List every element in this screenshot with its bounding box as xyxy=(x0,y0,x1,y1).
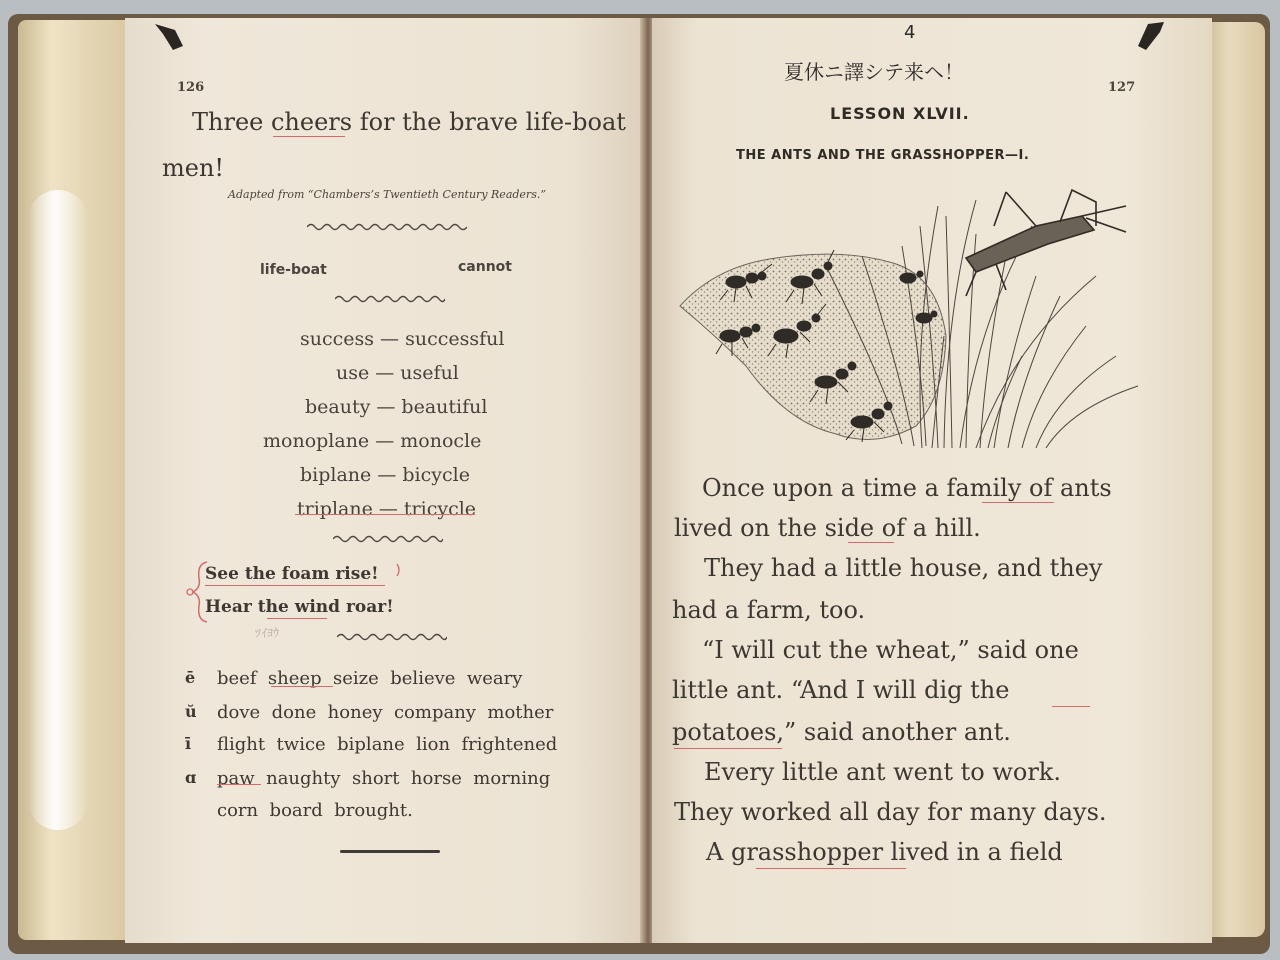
ants-grasshopper-illustration xyxy=(676,186,1146,456)
right-page xyxy=(652,18,1212,943)
phrase: See the foam rise! xyxy=(205,564,379,584)
word-pair: monoplane — monocle xyxy=(263,430,482,452)
phonics-row xyxy=(185,800,645,824)
story-line: A grasshopper lived in a field xyxy=(706,838,1063,866)
word-pair: use — useful xyxy=(336,362,459,384)
red-underline xyxy=(205,585,385,586)
red-underline xyxy=(295,514,475,515)
phrase: Hear the wind roar! xyxy=(205,597,394,617)
red-underline xyxy=(1052,706,1090,707)
story-line: lived on the side of a hill. xyxy=(674,514,981,542)
red-underline xyxy=(273,136,345,137)
left-page xyxy=(125,18,645,943)
wavy-divider xyxy=(307,222,467,232)
vocab-word: life-boat xyxy=(260,262,327,278)
wavy-divider xyxy=(335,294,445,304)
word-pair: success — successful xyxy=(300,328,505,350)
binder-clip-icon xyxy=(153,20,187,54)
red-underline xyxy=(217,784,261,785)
lesson-title: LESSON XLVII. xyxy=(830,104,970,123)
handwritten-note: 夏休ニ譯シテ来ヘ！ xyxy=(784,60,964,84)
phonics-words: paw naughty short horse morning xyxy=(217,768,551,789)
red-underline xyxy=(756,868,906,869)
story-line: Once upon a time a family of ants xyxy=(702,474,1112,502)
red-underline xyxy=(848,542,894,543)
phonics-symbol: ɑ xyxy=(185,768,197,787)
phonics-row xyxy=(185,768,645,792)
phonics-words: corn board brought. xyxy=(217,800,413,821)
phonics-symbol: ē xyxy=(185,668,196,687)
opening-line: men! xyxy=(162,154,225,182)
end-rule xyxy=(340,850,440,853)
story-line: potatoes,” said another ant. xyxy=(672,718,1011,746)
lesson-subtitle: THE ANTS AND THE GRASSHOPPER—I. xyxy=(736,148,1030,163)
phonics-symbol: ŭ xyxy=(185,702,197,721)
red-underline xyxy=(982,502,1054,503)
story-line: They worked all day for many days. xyxy=(674,798,1107,826)
phonics-row xyxy=(185,668,645,692)
phonics-words: beef sheep seize believe weary xyxy=(217,668,523,689)
word-pair: biplane — bicycle xyxy=(300,464,470,486)
binder-clip-icon xyxy=(1134,20,1168,54)
phonics-row xyxy=(185,702,645,726)
red-underline xyxy=(267,618,327,619)
wavy-divider xyxy=(333,534,443,544)
light-glare xyxy=(28,190,88,830)
phonics-row xyxy=(185,734,645,758)
page-number: 126 xyxy=(177,80,205,95)
story-line: little ant. “And I will dig the xyxy=(672,676,1010,704)
vocab-word: cannot xyxy=(458,259,512,275)
credit-line: Adapted from “Chambers’s Twentieth Century Readers.” xyxy=(228,188,546,201)
book-page-edges-right xyxy=(1205,22,1265,937)
handwritten-mark: 4 xyxy=(904,22,916,43)
word-pair: beauty — beautiful xyxy=(305,396,488,418)
story-line: had a farm, too. xyxy=(672,596,866,624)
wavy-divider xyxy=(337,632,447,642)
opening-line: Three cheers for the brave life-boat xyxy=(192,108,626,136)
word-pair: triplane — tricycle xyxy=(297,498,477,520)
red-underline xyxy=(271,686,333,687)
story-line: They had a little house, and they xyxy=(704,554,1103,582)
phonics-words: flight twice biplane lion frightened xyxy=(217,734,558,755)
story-line: Every little ant went to work. xyxy=(704,758,1061,786)
pencil-note: ﾂｲﾖｳ xyxy=(255,626,280,640)
story-line: “I will cut the wheat,” said one xyxy=(702,636,1079,664)
phonics-symbol: ī xyxy=(185,734,192,753)
red-underline xyxy=(674,748,782,749)
page-number: 127 xyxy=(1108,80,1136,95)
phonics-words: dove done honey company mother xyxy=(217,702,554,723)
